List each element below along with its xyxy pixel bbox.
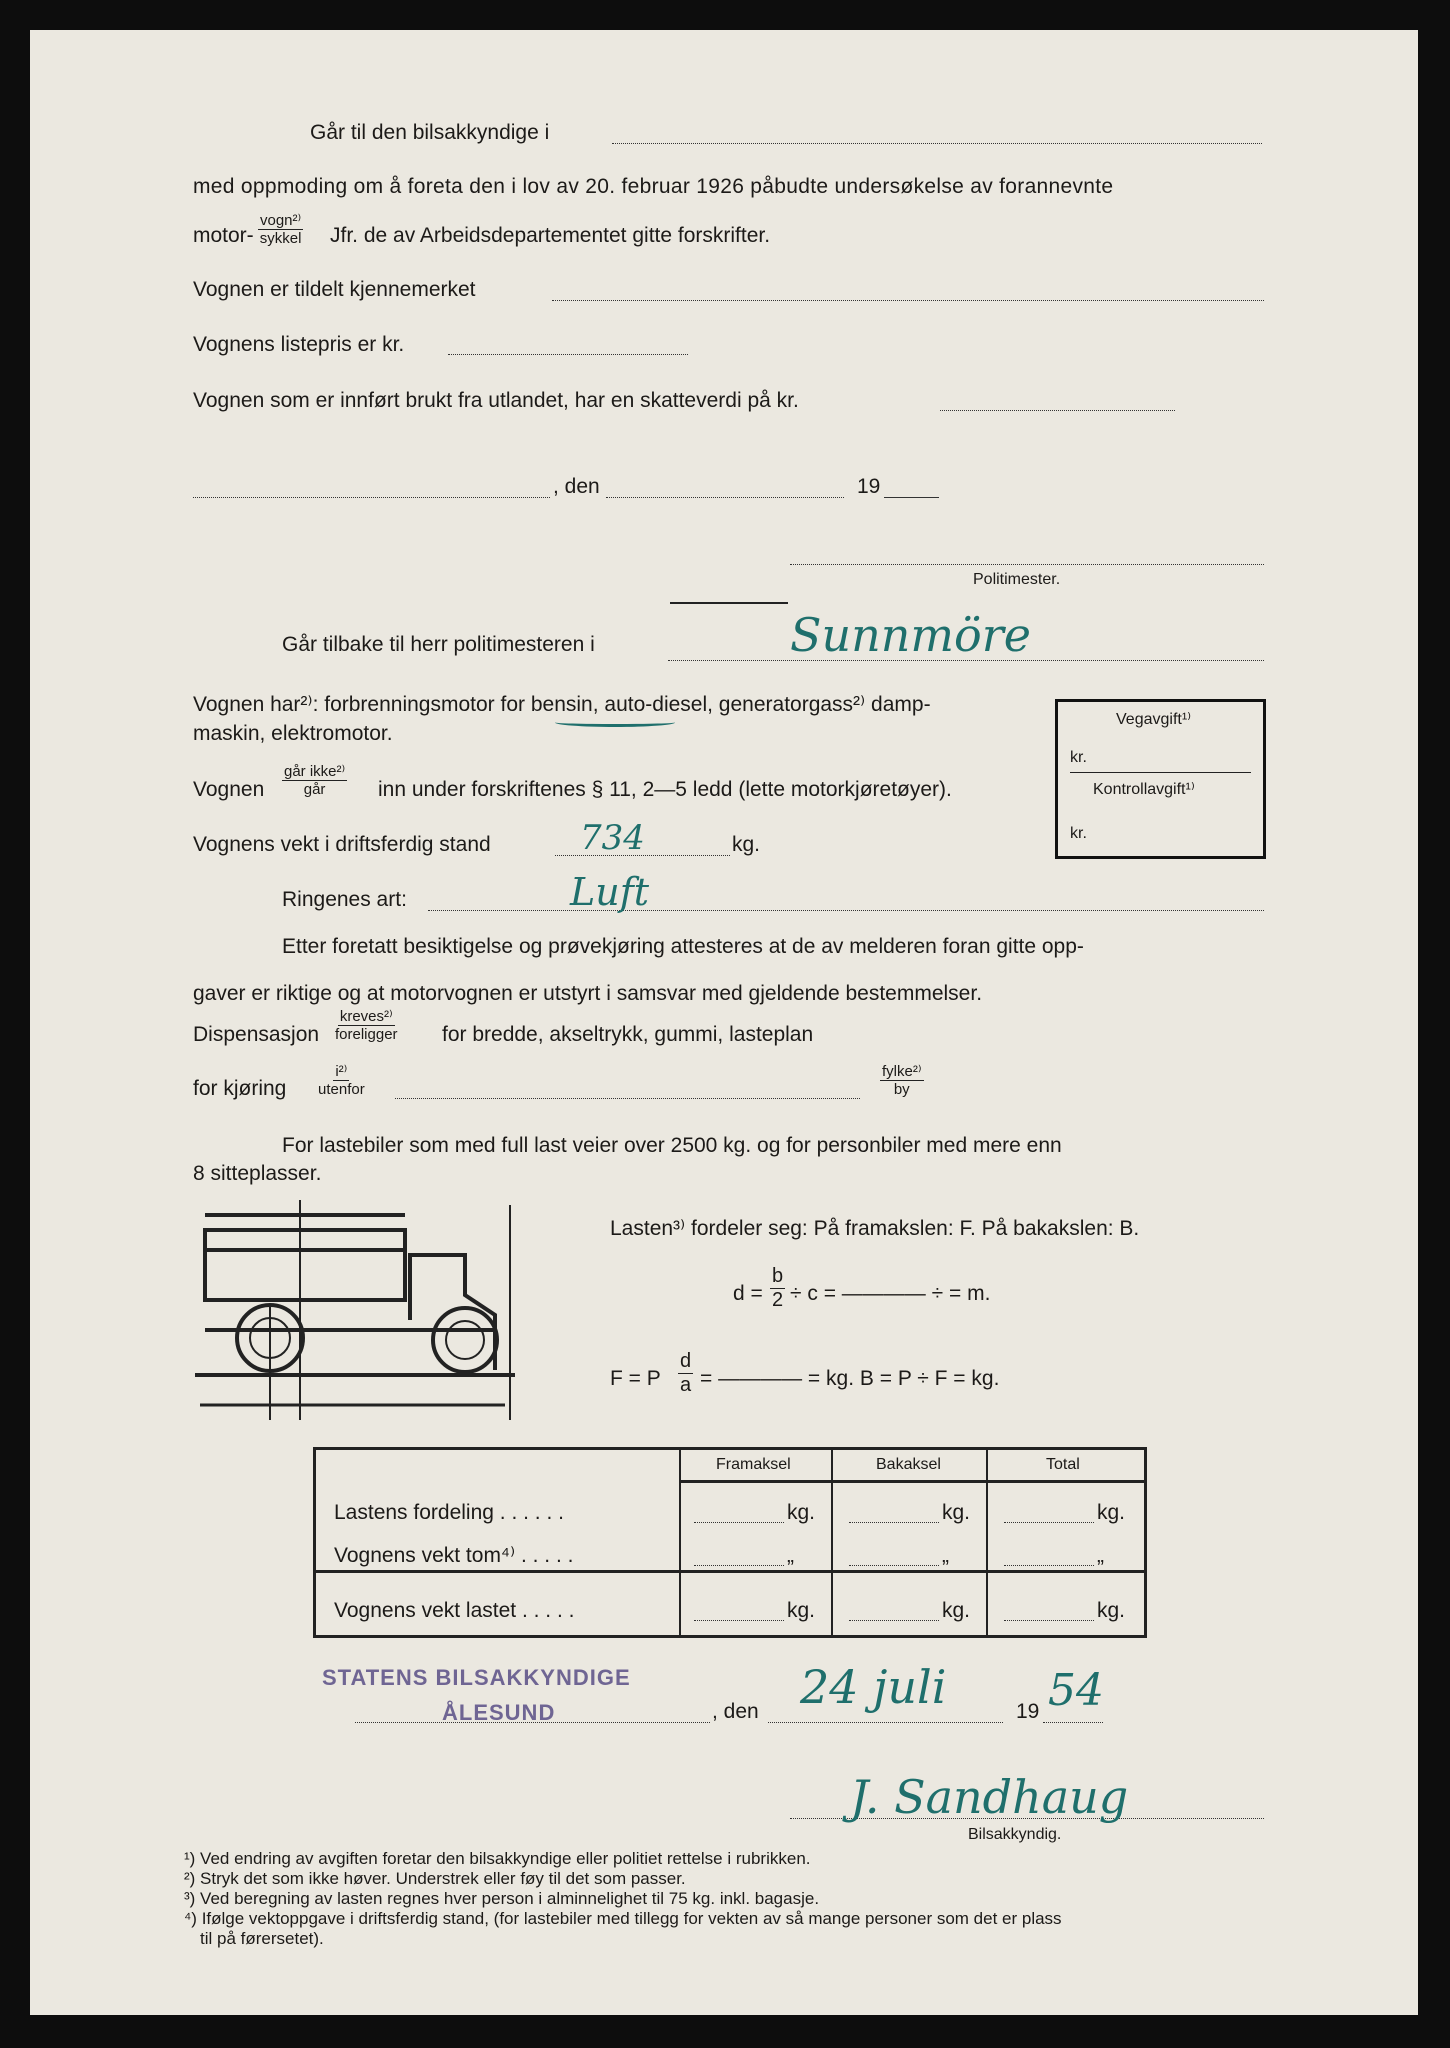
text: b — [772, 1265, 784, 1287]
fraction — [258, 212, 303, 248]
table-cell-field[interactable] — [849, 1620, 939, 1621]
handwritten-date: 24 juli — [800, 1660, 947, 1714]
unit: kg. — [942, 1501, 971, 1524]
field-skatteverdi[interactable] — [940, 410, 1175, 411]
column-header: Framaksel — [716, 1456, 791, 1473]
text: For lastebiler som med full last veier over 2500 kg. og for personbiler med mere enn — [282, 1134, 1062, 1157]
unit: „ — [942, 1544, 949, 1567]
text: gaver er riktige og at motorvognen er utstyrt i samsvar med gjeldende bestemmelser. — [193, 982, 983, 1005]
field-tires[interactable] — [428, 910, 1264, 911]
unit: „ — [1097, 1544, 1104, 1567]
field-kjennemerke[interactable] — [552, 300, 1264, 301]
text: Etter foretatt besiktigelse og prøvekjøring attesteres at de av melderen foran gitte opp- — [282, 935, 1084, 958]
text: 19 — [1016, 1700, 1040, 1723]
fraction — [678, 1350, 693, 1397]
table-cell-field[interactable] — [694, 1620, 784, 1621]
text: fylke²⁾ — [882, 1063, 922, 1080]
stamp-text: STATENS BILSAKKYNDIGE — [322, 1665, 631, 1690]
divider — [1070, 772, 1251, 773]
text: kreves²⁾ — [339, 1008, 393, 1025]
text-line: med oppmoding om å foreta den i lov av 20. februar 1926 påbudte undersøkelse av forannevnte — [193, 175, 1114, 198]
footnote: til på førersetet). — [200, 1929, 324, 1948]
fraction — [335, 1008, 398, 1044]
handwritten-weight: 734 — [580, 818, 645, 858]
text: vogn²⁾ — [260, 212, 302, 229]
label: Vegavgift¹⁾ — [1116, 711, 1192, 728]
fee-box — [1055, 699, 1266, 859]
formula: = ———— = kg. B = P ÷ F = kg. — [700, 1367, 1000, 1390]
label: kr. — [1070, 749, 1087, 766]
text: for kjøring — [193, 1077, 287, 1100]
table-cell-field[interactable] — [1004, 1620, 1094, 1621]
label: Kontrollavgift¹⁾ — [1093, 781, 1195, 798]
label: Vognens vekt i driftsferdig stand — [193, 833, 491, 856]
row-label: Lastens fordeling . . . . . . — [334, 1501, 564, 1524]
text: i²⁾ — [335, 1063, 348, 1080]
column-header: Bakaksel — [876, 1456, 941, 1473]
text: Jfr. de av Arbeidsdepartementet gitte forskrifter. — [330, 224, 771, 247]
unit: kg. — [787, 1599, 816, 1622]
field-year[interactable] — [1043, 1722, 1103, 1723]
divider — [316, 1570, 1144, 1573]
text: inn under forskriftenes § 11, 2—5 ledd (lette motorkjøretøyer). — [378, 778, 952, 801]
footnote: ²) Stryk det som ikke høver. Understrek eller føy til det som passer. — [184, 1869, 686, 1888]
text: 8 sitteplasser. — [193, 1162, 322, 1185]
label: kr. — [1070, 825, 1087, 842]
row-label: Vognens vekt lastet . . . . . — [334, 1599, 575, 1622]
label: Vognens listepris er kr. — [193, 333, 405, 356]
table-cell-field[interactable] — [849, 1565, 939, 1566]
text: utenfor — [318, 1081, 365, 1099]
divider — [679, 1480, 1144, 1483]
table-cell-field[interactable] — [1004, 1522, 1094, 1523]
field-listepris[interactable] — [448, 354, 688, 355]
field-area[interactable] — [395, 1098, 860, 1099]
text: for bredde, akseltrykk, gummi, lasteplan — [442, 1023, 814, 1046]
unit: kg. — [942, 1599, 971, 1622]
fraction — [282, 763, 347, 799]
truck-diagram — [195, 1195, 565, 1420]
signature: J. Sandhaug — [850, 1770, 1129, 1824]
row-label: Vognens vekt tom⁴⁾ . . . . . — [334, 1544, 574, 1567]
handwritten-tires: Luft — [570, 870, 650, 914]
formula: F = P — [610, 1367, 661, 1390]
text: , den — [553, 475, 600, 498]
formula: d = — [733, 1282, 763, 1305]
footnote: ⁴) Ifølge vektoppgave i driftsferdig stand, (for lastebiler med tillegg for vekten av så mange personer som det er plass — [184, 1909, 1062, 1928]
stamp-text: ÅLESUND — [442, 1700, 556, 1725]
field-bilsakkyndig[interactable] — [612, 143, 1262, 144]
text: d — [680, 1350, 692, 1372]
formula: ÷ c = ———— ÷ = m. — [790, 1282, 991, 1305]
handwritten-year: 54 — [1048, 1665, 1104, 1716]
text: maskin, elektromotor. — [193, 722, 393, 745]
divider — [679, 1450, 681, 1635]
text: Vognen — [193, 778, 265, 801]
handwritten-place: Sunnmöre — [790, 608, 1031, 662]
unit: kg. — [787, 1501, 816, 1524]
text: går ikke²⁾ — [284, 763, 346, 780]
field-year[interactable] — [884, 497, 939, 498]
fraction — [770, 1265, 785, 1312]
text: 2 — [772, 1289, 784, 1311]
footnote: ¹) Ved endring av avgiften foretar den bilsakkyndige eller politiet rettelse i rubrikken. — [184, 1849, 811, 1868]
text: Vognen har²⁾: forbrenningsmotor for bensin, auto-diesel, generatorgass²⁾ damp- — [193, 693, 931, 716]
label: Vognen som er innført brukt fra utlandet, har en skatteverdi på kr. — [193, 389, 799, 412]
fraction — [880, 1063, 924, 1099]
field-date[interactable] — [606, 497, 844, 498]
text: sykkel — [259, 230, 302, 248]
table-cell-field[interactable] — [694, 1522, 784, 1523]
column-header: Total — [1046, 1456, 1080, 1473]
fraction — [318, 1063, 365, 1099]
unit: kg. — [1097, 1501, 1126, 1524]
text: 19 — [857, 475, 881, 498]
label: Går tilbake til herr politimesteren i — [282, 633, 595, 656]
footnote: ³) Ved beregning av lasten regnes hver person i alminnelighet til 75 kg. inkl. bagasje. — [184, 1889, 820, 1908]
divider — [670, 602, 788, 604]
table-cell-field[interactable] — [694, 1565, 784, 1566]
label: Politimester. — [973, 571, 1061, 588]
label: Bilsakkyndig. — [968, 1826, 1062, 1843]
field-politimester-signature[interactable] — [790, 564, 1264, 565]
divider — [831, 1450, 833, 1635]
text: foreligger — [335, 1026, 398, 1044]
table-cell-field[interactable] — [849, 1522, 939, 1523]
label: Vognen er tildelt kjennemerket — [193, 278, 476, 301]
unit: kg. — [1097, 1599, 1126, 1622]
field-place[interactable] — [193, 497, 550, 498]
text: kg. — [732, 833, 761, 856]
field-place[interactable] — [355, 1722, 710, 1723]
handwritten-underline — [555, 718, 675, 727]
field-date[interactable] — [768, 1722, 1003, 1723]
line-label: Går til den bilsakkyndige i — [310, 121, 550, 144]
text: Lasten³⁾ fordeler seg: På framakslen: F. På bakakslen: B. — [610, 1217, 1140, 1240]
load-table — [313, 1447, 1147, 1638]
text: Dispensasjon — [193, 1023, 320, 1046]
text: motor- — [193, 224, 254, 247]
unit: „ — [787, 1544, 794, 1567]
stamp — [322, 1665, 631, 1691]
label: Ringenes art: — [282, 888, 407, 911]
text: a — [680, 1374, 692, 1396]
text: går — [303, 781, 326, 799]
divider — [986, 1450, 988, 1635]
text: by — [893, 1081, 910, 1099]
table-cell-field[interactable] — [1004, 1565, 1094, 1566]
text: , den — [712, 1700, 759, 1723]
